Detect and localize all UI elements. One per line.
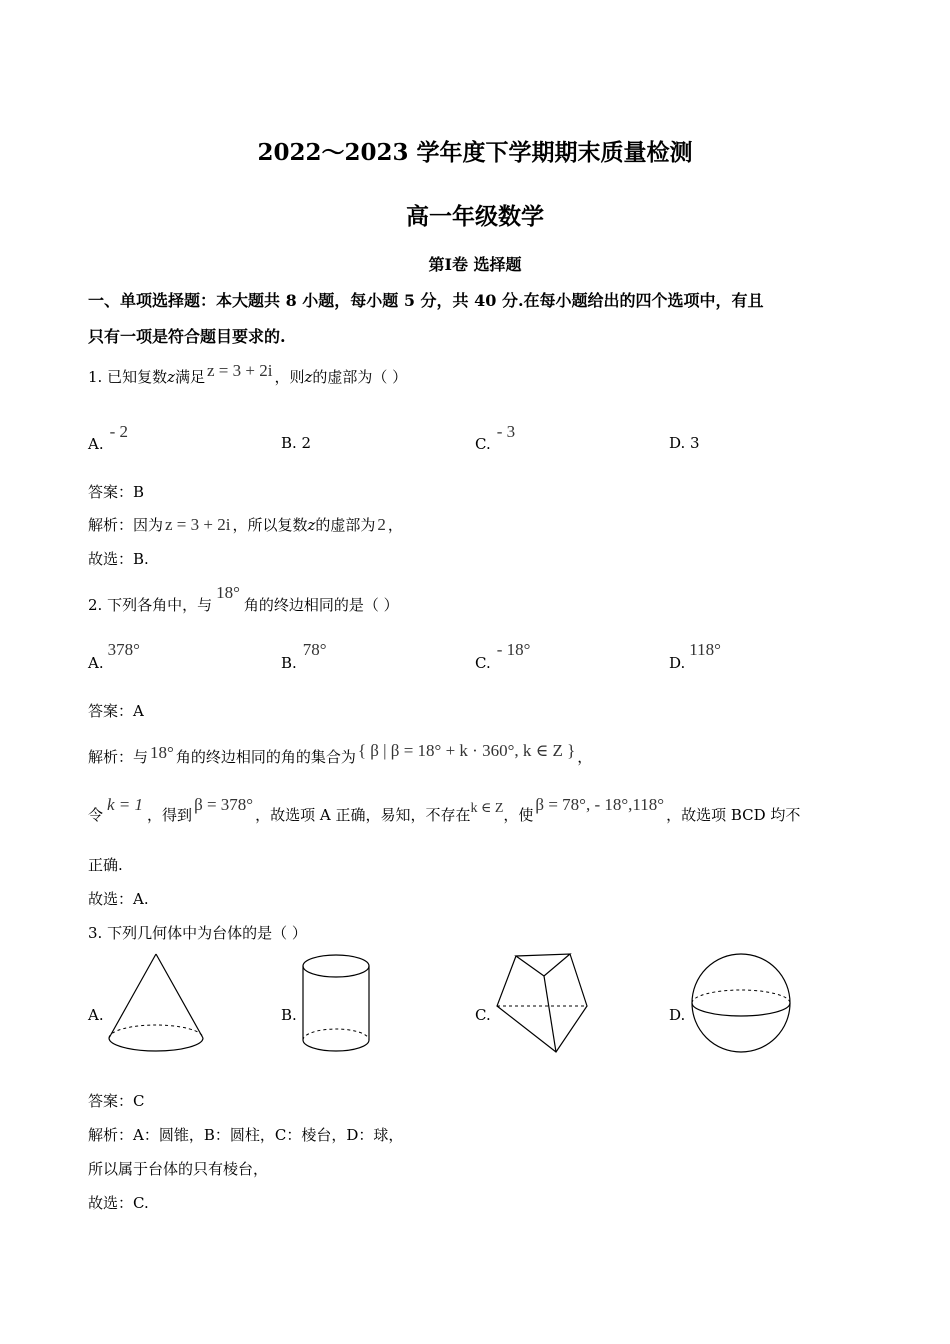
- part-instructions-line1: 一、单项选择题：本大题共 8 小题，每小题 5 分，共 40 分.在每小题给出的四个选项中，有且: [88, 291, 764, 310]
- q2-angle: 18°: [216, 583, 240, 602]
- q1-analysis-text: 解析：因为: [88, 516, 164, 534]
- q2-option-b-label: B.: [281, 654, 297, 672]
- q2-answer: 答案：A: [88, 702, 144, 720]
- q1-variable-z-2: z: [304, 368, 313, 386]
- q1-option-a: [88, 422, 129, 454]
- q1-option-c-value: - 3: [496, 422, 516, 441]
- q3-conclusion: 故选：C.: [88, 1194, 149, 1212]
- q1-analysis-text-4: ，: [387, 516, 403, 534]
- q1-conclusion: 故选：B.: [88, 550, 149, 568]
- q3-option-c-label: C.: [475, 1006, 491, 1024]
- q3-option-b-label: B.: [281, 1006, 297, 1024]
- question-2-stem: [88, 583, 399, 615]
- sphere-figure: [688, 950, 794, 1056]
- q1-option-d-label: D. 3: [669, 434, 700, 452]
- q2-beta-values: β = 78°, - 18°,118°: [535, 795, 665, 814]
- q1-stem-text-2: 满足: [175, 368, 206, 386]
- q2-option-d-value: 118°: [689, 640, 721, 659]
- q1-answer: 答案：B: [88, 483, 145, 501]
- q2-option-c-label: C.: [475, 654, 491, 672]
- q2-analysis-text-7: ，使: [503, 806, 534, 824]
- q2-option-b-value: 78°: [302, 640, 327, 659]
- q1-option-a-label: A.: [88, 435, 104, 453]
- q1-option-c: [475, 422, 516, 454]
- q1-analysis: [88, 514, 403, 535]
- q1-equation: z = 3 + 2i: [207, 361, 273, 380]
- q2-analysis-text-4: 令: [88, 806, 104, 824]
- q1-option-b: [281, 434, 311, 452]
- q1-stem-text: 1. 已知复数: [88, 368, 168, 386]
- cone-figure: [104, 950, 208, 1056]
- q2-analysis-set: { β | β = 18° + k · 360°, k ∈ Z }: [357, 741, 576, 760]
- q2-analysis-text-6: ，故选项 A 正确，易知，不存在: [255, 806, 471, 824]
- q2-analysis-text-3: ，: [577, 748, 593, 766]
- q3-option-a-label: A.: [88, 1006, 104, 1024]
- question-3-stem: 3. 下列几何体中为台体的是（ ）: [88, 924, 307, 942]
- q2-analysis-text-2: 角的终边相同的角的集合为: [175, 748, 356, 766]
- q2-k-equation: k = 1: [107, 795, 144, 814]
- q2-analysis-line1: [88, 741, 593, 767]
- q2-stem-text: 2. 下列各角中，与: [88, 596, 213, 614]
- q3-option-d-label: D.: [669, 1006, 686, 1024]
- q2-option-a-value: 378°: [107, 640, 140, 659]
- q2-analysis-line3: 正确.: [88, 856, 123, 874]
- q2-option-b: [281, 640, 327, 673]
- q1-analysis-text-2: ，所以复数: [232, 516, 308, 534]
- document-title: 2022～2023 学年度下学期期末质量检测: [257, 139, 693, 166]
- q1-variable-z: z: [167, 368, 175, 386]
- q2-option-a: [88, 640, 140, 673]
- q2-option-c-value: - 18°: [496, 640, 531, 659]
- cylinder-figure: [298, 950, 374, 1056]
- q1-option-c-label: C.: [475, 435, 491, 453]
- q1-analysis-text-3: 的虚部为: [315, 516, 376, 534]
- q1-analysis-variable-z: z: [307, 516, 316, 534]
- q1-analysis-equation: z = 3 + 2i: [165, 515, 231, 534]
- q3-analysis: 解析：A：圆锥，B：圆柱，C：棱台，D：球，: [88, 1126, 404, 1144]
- q3-answer: 答案：C: [88, 1092, 145, 1110]
- section-heading: 第Ⅰ卷 选择题: [428, 255, 522, 274]
- question-1-stem: [88, 361, 408, 387]
- q2-conclusion: 故选：A.: [88, 890, 149, 908]
- q1-option-b-label: B. 2: [281, 434, 312, 452]
- q2-option-c: [475, 640, 531, 673]
- q2-option-d-label: D.: [669, 654, 686, 672]
- q2-analysis-text-5: ，得到: [147, 806, 193, 824]
- q2-option-d: [669, 640, 721, 673]
- frustum-figure: [492, 948, 592, 1058]
- part-instructions-line2: 只有一项是符合题目要求的.: [88, 327, 286, 346]
- q1-option-d: [669, 434, 700, 452]
- q1-analysis-value: 2: [377, 515, 386, 534]
- q2-analysis-line2: [88, 795, 801, 825]
- q2-k-in-z: k ∈ Z: [470, 801, 504, 816]
- q2-beta-equation: β = 378°: [194, 795, 254, 814]
- q3-analysis-2: 所以属于台体的只有棱台，: [88, 1160, 269, 1178]
- q1-stem-text-3: ，则: [274, 368, 305, 386]
- q2-stem-text-2: 角的终边相同的是（ ）: [243, 596, 399, 614]
- q2-analysis-text-8: ，故选项 BCD 均不: [666, 806, 801, 824]
- q1-stem-text-4: 的虚部为（ ）: [312, 368, 408, 386]
- q2-option-a-label: A.: [88, 654, 104, 672]
- q2-analysis-text: 解析：与: [88, 748, 149, 766]
- q2-analysis-angle: 18°: [150, 743, 174, 762]
- q1-option-a-value: - 2: [109, 422, 129, 441]
- document-subtitle: 高一年级数学: [406, 203, 544, 230]
